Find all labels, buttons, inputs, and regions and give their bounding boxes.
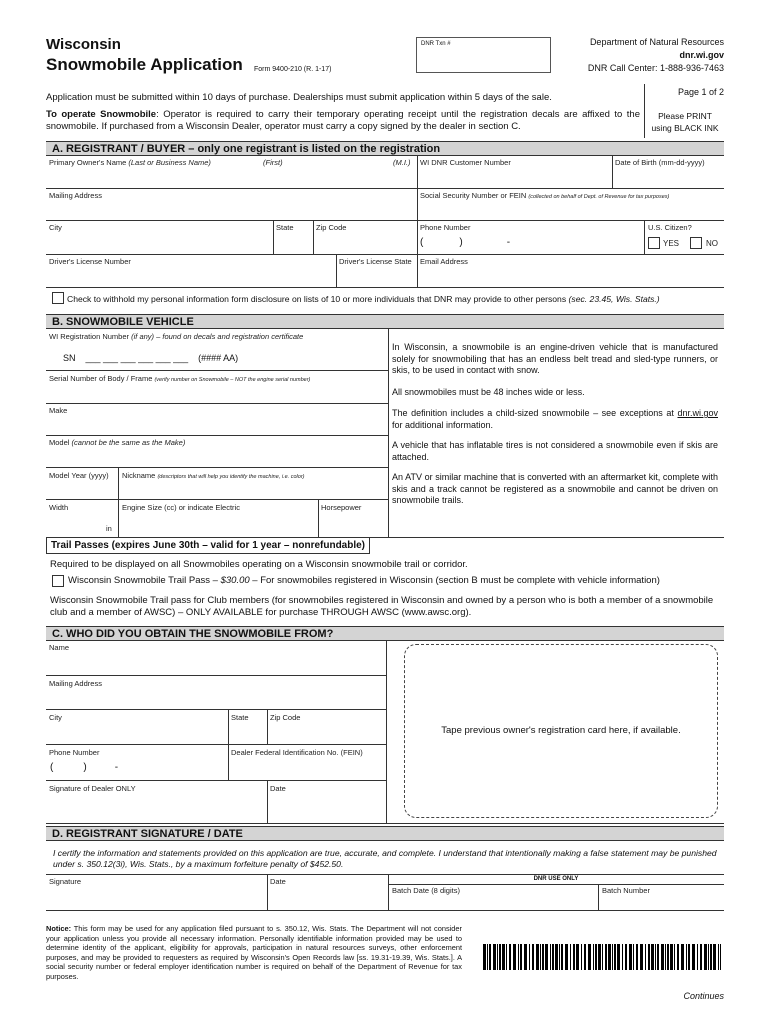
seller-state-label: State (231, 713, 249, 722)
dealer-signature-input[interactable] (47, 794, 266, 822)
barcode-bar (661, 944, 664, 970)
barcode-bar (622, 944, 623, 970)
seller-zip-label: Zip Code (270, 713, 301, 722)
zip-label: Zip Code (316, 223, 347, 232)
fein-input[interactable] (230, 758, 385, 779)
withhold-text: Check to withhold my personal information form disclosure on lists of 10 or more individuals that DNR may provide to other persons (sec. 23.45, Wis. Stats.) (67, 294, 660, 304)
barcode-bar (536, 944, 539, 970)
width-unit: in (106, 524, 112, 533)
mi-label: (M.I.) (393, 158, 411, 167)
dob-input[interactable] (613, 168, 723, 187)
barcode-bar (708, 944, 709, 970)
dnr-link[interactable]: dnr.wi.gov (677, 408, 718, 418)
barcode-bar (506, 944, 507, 970)
license-state-input[interactable] (337, 266, 416, 286)
phone-format: ( ) - (420, 237, 511, 248)
signature-label: Signature (49, 877, 82, 886)
fein-label: Dealer Federal Identification No. (FEIN) (231, 748, 363, 757)
state-input[interactable] (274, 232, 312, 253)
barcode-bar (614, 944, 616, 970)
first-name-label: (First) (263, 158, 283, 167)
ssn-label: Social Security Number or FEIN (collected on behalf of Dept. of Revenue for tax purposes) (420, 191, 670, 200)
page-number: Page 1 of 2 (677, 87, 724, 97)
notice-label: Notice: (46, 924, 72, 933)
barcode-bar (645, 944, 646, 970)
primary-owner-input[interactable] (47, 168, 416, 187)
barcode-bar (665, 944, 666, 970)
city-input[interactable] (47, 232, 272, 253)
trail-required: Required to be displayed on all Snowmobiles operating on a Wisconsin snowmobile trail or corridor. (50, 559, 468, 570)
section-d-header: D. REGISTRANT SIGNATURE / DATE (46, 826, 724, 841)
info-inflatable: A vehicle that has inflatable tires is not considered a snowmobile even if skis are attached. (392, 440, 718, 462)
form-number: Form 9400-210 (R. 1-17) (254, 66, 332, 73)
info-width: All snowmobiles must be 48 inches wide or less. (392, 386, 585, 397)
dnr-use-only: DNR USE ONLY (533, 876, 579, 882)
citizen-yes-label: YES (663, 239, 680, 248)
barcode-bar (502, 944, 505, 970)
ssn-input[interactable] (418, 200, 723, 219)
dealer-date-label: Date (270, 784, 286, 793)
withhold-checkbox[interactable] (52, 292, 64, 304)
info-definition: In Wisconsin, a snowmobile is an engine-driven vehicle that is manufactured solely for snowmobiling that has an endless belt tread and sled-type runners, or skis, to be used in contact with snow. (392, 342, 718, 375)
barcode-bar (489, 944, 491, 970)
primary-owner-label: Primary Owner's Name (Last or Business Name) (49, 158, 211, 167)
seller-phone-format[interactable]: ( ) - (50, 762, 119, 773)
batch-date-label: Batch Date (8 digits) (392, 886, 460, 895)
barcode-bar (520, 944, 522, 970)
barcode-bar (598, 944, 601, 970)
citizen-no-checkbox[interactable] (690, 237, 702, 249)
seller-phone-label: Phone Number (49, 748, 100, 757)
serial-input[interactable] (47, 384, 387, 402)
agency-website: dnr.wi.gov (679, 50, 724, 60)
barcode-bar (605, 944, 607, 970)
txn-box[interactable] (416, 37, 551, 73)
barcode-bar (629, 944, 632, 970)
txn-label: DNR Txn # (421, 41, 451, 47)
phone-label: Phone Number (420, 223, 471, 232)
barcode-bar (509, 944, 511, 970)
mailing-address-label: Mailing Address (49, 191, 102, 200)
barcode-bar (633, 944, 634, 970)
customer-number-input[interactable] (418, 168, 611, 187)
barcode-bar (561, 944, 563, 970)
nickname-label: Nickname (descriptors that will help you identify the machine, i.e. color) (122, 471, 305, 480)
barcode-bar (576, 944, 579, 970)
seller-mailing-label: Mailing Address (49, 679, 102, 688)
barcode-bar (686, 944, 687, 970)
barcode-bar (617, 944, 620, 970)
email-input[interactable] (418, 266, 723, 286)
make-input[interactable] (47, 416, 387, 434)
dob-label: Date of Birth (mm-dd-yyyy) (615, 158, 705, 167)
barcode-bar (710, 944, 712, 970)
barcode-bar (593, 944, 594, 970)
barcode-bar (545, 944, 548, 970)
print-note (646, 110, 724, 134)
horsepower-input[interactable] (320, 512, 387, 536)
width-label: Width (49, 503, 69, 512)
barcode-bar (559, 944, 560, 970)
snowmobile-definition (392, 342, 718, 507)
barcode-bar (524, 944, 527, 970)
mailing-address-input[interactable] (47, 200, 416, 219)
intro-operate (46, 109, 640, 133)
serial-label: Serial Number of Body / Frame (verify number on Snowmobile – NOT the engine serial number) (49, 374, 311, 383)
barcode-bar (651, 944, 654, 970)
barcode-bar (720, 944, 721, 970)
barcode-bar (670, 944, 673, 970)
notice-text: This form may be used for any application filed pursuant to s. 350.12, Wis. Stats. The Department will not consider your application unless you provide all necessary information. Personally identifiable information provided may be used to determine identity of the applicant, eligibility for approvals, participation in natural resources surveys, other enforcement purposes, and may be provided to requesters as required by Wisconsin's Open Records law [ss. 19.31-19.39, Wis. Stats.]. A social security number or federal employer identification number is required on behalf of the Department of Revenue for tax purposes. (46, 924, 462, 981)
nickname-input[interactable] (120, 480, 387, 498)
barcode-bar (667, 944, 669, 970)
seller-name-label: Name (49, 643, 70, 652)
seller-city-input[interactable] (47, 723, 227, 743)
model-year-label: Model Year (yyyy) (49, 471, 109, 480)
wi-reg-label: WI Registration Number (if any) – found on decals and registration certificate (49, 332, 304, 341)
sn-field[interactable]: SN ___ ___ ___ ___ ___ ___ (#### AA) (63, 353, 239, 363)
intro-operate-text: : Operator is required to carry their temporary operating receipt until the registration decals are affixed to the snowmobile. If purchased from a Wisconsin Dealer, operator must carry a copy signed by the dealer in section C. (46, 109, 640, 132)
barcode-bar (713, 944, 716, 970)
barcode-bar (608, 944, 611, 970)
barcode-bar (483, 944, 486, 970)
barcode-bar (540, 944, 541, 970)
agency-name: Department of Natural Resources (589, 37, 724, 47)
license-input[interactable] (47, 266, 335, 286)
barcode-bar (550, 944, 551, 970)
tape-card-area (404, 644, 718, 818)
barcode-bar (697, 944, 698, 970)
signature-date-label: Date (270, 877, 286, 886)
zip-input[interactable] (314, 232, 416, 253)
continues-label: Continues (683, 991, 724, 1001)
barcode-bar (681, 944, 684, 970)
barcode-bar (674, 944, 675, 970)
citizen-no-label: NO (706, 239, 718, 248)
form-barcode (483, 944, 723, 970)
horsepower-label: Horsepower (321, 503, 362, 512)
info-child: The definition includes a child-sized snowmobile – see exceptions at dnr.wi.gov for additional information. (392, 408, 718, 430)
trail-club-text: Wisconsin Snowmobile Trail pass for Club members (for snowmobiles registered in Wisconsin and owned by a person who is both a member of a snowmobile club and a member of AWSC) – ONLY AVAILABLE for purchase THROUGH AWSC (www.awsc.org). (50, 595, 714, 618)
barcode-bar (518, 944, 519, 970)
barcode-bar (552, 944, 554, 970)
barcode-bar (612, 944, 613, 970)
make-label: Make (49, 406, 68, 415)
model-label: Model (cannot be the same as the Make) (49, 438, 186, 447)
barcode-bar (648, 944, 650, 970)
engine-label: Engine Size (cc) or indicate Electric (122, 503, 240, 512)
barcode-bar (555, 944, 558, 970)
barcode-bar (581, 944, 582, 970)
barcode-bar (513, 944, 516, 970)
barcode-bar (625, 944, 627, 970)
citizen-yes-checkbox[interactable] (648, 237, 660, 249)
barcode-bar (595, 944, 597, 970)
barcode-bar (677, 944, 679, 970)
barcode-bar (573, 944, 575, 970)
seller-name-input[interactable] (47, 653, 385, 674)
certify-text: I certify the information and statements provided on this application are true, accurate, and complete. I understand that intentionally making a false statement may be punished under s. 350.12(3i), Wis. Stats., by a maximum forfeiture penalty of $452.50. (53, 848, 717, 869)
barcode-bar (532, 944, 534, 970)
info-atv: An ATV or similar machine that is converted with an aftermarket kit, complete with skis and a track cannot be registered as a snowmobile and cannot be driven on snowmobile trails. (392, 472, 718, 505)
barcode-bar (640, 944, 643, 970)
barcode-bar (588, 944, 591, 970)
barcode-bar (529, 944, 530, 970)
trail-pass-checkbox[interactable] (52, 575, 64, 587)
tape-card-text: Tape previous owner's registration card here, if available. (441, 725, 681, 736)
trail-passes-header: Trail Passes (expires June 30th – valid for 1 year – nonrefundable) (46, 538, 370, 554)
section-c-header: C. WHO DID YOU OBTAIN THE SNOWMOBILE FROM? (46, 626, 724, 641)
barcode-bar (493, 944, 496, 970)
barcode-bar (655, 944, 656, 970)
dealer-date-input[interactable] (269, 794, 385, 822)
license-label: Driver's License Number (49, 257, 131, 266)
barcode-bar (602, 944, 603, 970)
print-note-1: Please PRINT (658, 111, 712, 121)
barcode-bar (700, 944, 702, 970)
trail-pass-text: Wisconsin Snowmobile Trail Pass – $30.00 – For snowmobiles registered in Wisconsin (section B must be complete with vehicle information) (68, 575, 660, 586)
barcode-bar (584, 944, 586, 970)
barcode-bar (570, 944, 571, 970)
barcode-bar (542, 944, 544, 970)
state-label: State (276, 223, 294, 232)
barcode-bar (688, 944, 690, 970)
seller-state-input[interactable] (230, 723, 266, 743)
intro-operate-bold: To operate Snowmobile (46, 109, 157, 120)
engine-input[interactable] (120, 512, 317, 536)
batch-number-label: Batch Number (602, 886, 650, 895)
barcode-bar (487, 944, 488, 970)
form-title: Snowmobile Application (46, 55, 243, 74)
signature-date-input[interactable] (269, 886, 387, 909)
customer-number-label: WI DNR Customer Number (420, 158, 511, 167)
barcode-bar (692, 944, 695, 970)
email-label: Email Address (420, 257, 468, 266)
signature-input[interactable] (47, 886, 266, 909)
intro-submit: Application must be submitted within 10 days of purchase. Dealerships must submit application within 5 days of the sale. (46, 92, 552, 103)
barcode-bar (657, 944, 659, 970)
section-a-header: A. REGISTRANT / BUYER – only one registrant is listed on the registration (46, 141, 724, 156)
seller-city-label: City (49, 713, 62, 722)
barcode-bar (718, 944, 719, 970)
license-state-label: Driver's License State (339, 257, 412, 266)
form-state: Wisconsin (46, 36, 121, 53)
barcode-bar (636, 944, 638, 970)
model-year-input[interactable] (47, 480, 117, 498)
barcode-bar (704, 944, 707, 970)
citizen-label: U.S. Citizen? (648, 223, 692, 232)
seller-mailing-input[interactable] (47, 689, 385, 708)
dealer-signature-label: Signature of Dealer ONLY (49, 784, 136, 793)
width-input[interactable] (47, 512, 103, 536)
section-b-header: B. SNOWMOBILE VEHICLE (46, 314, 724, 329)
privacy-notice (46, 924, 462, 982)
call-center: DNR Call Center: 1-888-936-7463 (587, 63, 724, 73)
print-note-2: using BLACK INK (651, 123, 719, 133)
seller-zip-input[interactable] (269, 723, 385, 743)
city-label: City (49, 223, 62, 232)
model-input[interactable] (47, 448, 387, 466)
barcode-bar (497, 944, 498, 970)
barcode-bar (565, 944, 568, 970)
barcode-bar (499, 944, 501, 970)
